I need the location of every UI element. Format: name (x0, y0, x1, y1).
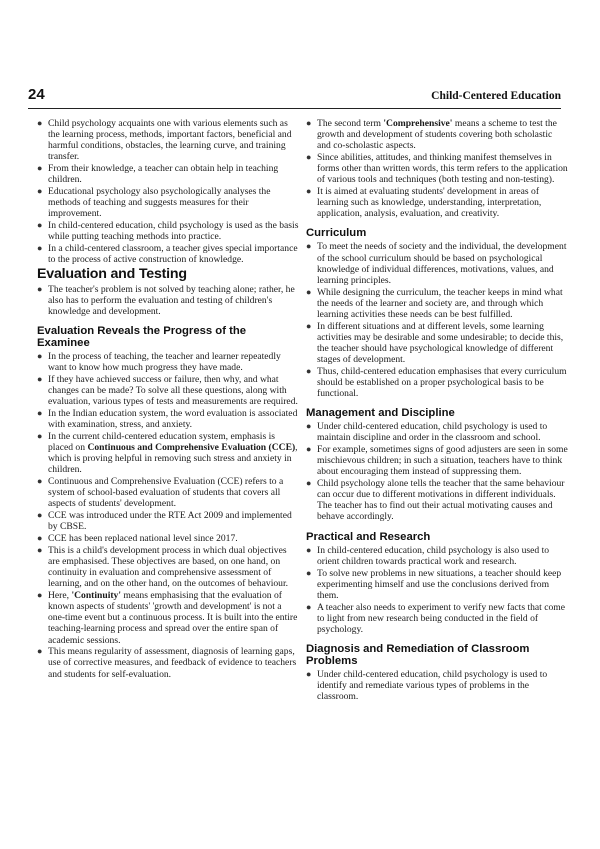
bullet-icon: ● (37, 186, 43, 197)
list-item: ● CCE was introduced under the RTE Act 2009 and implemented by CBSE. (37, 510, 292, 533)
bullet-icon: ● (306, 241, 312, 252)
page-number: 24 (28, 86, 45, 103)
list-item: ● In the Indian education system, the word evaluation is associated with examination, stress, and anxiety. (37, 407, 298, 430)
bullet-icon: ● (306, 152, 312, 163)
list-item: ● In different situations and at different levels, some learning activities may be desirable and some undesirable; to decide this, the teacher should have psychological knowledge of different stages of development. (306, 320, 564, 365)
bullet-icon: ● (306, 601, 312, 612)
list-item: ● This is a child's development process in which dual objectives are emphasised. These objectives are based, on one hand, on continuity in evaluation and comprehensive assessment of learning, and on the other hand, on the outcomes of behaviour. (37, 544, 289, 590)
bullet-icon: ● (306, 286, 312, 297)
list-item: ● In child-centered education, child psychology is also used to orient children towards practical work and research. (306, 544, 550, 567)
list-item: ● In the process of teaching, the teacher and learner repeatedly want to know how much progress they have made. (37, 350, 281, 373)
bullet-icon: ● (306, 567, 312, 578)
bullet-icon: ● (37, 544, 43, 555)
list-item: ● The second term 'Comprehensive' means a scheme to test the growth and development of students covering both scholastic and co-scholastic aspects. (306, 118, 557, 152)
intro-list (37, 118, 299, 265)
bullet-icon: ● (37, 243, 43, 254)
list-item: ● To meet the needs of society and the individual, the development of the school curriculum should be based on psychological knowledge of individual differences, motivations, values, and learning principles. (306, 241, 567, 286)
bullet-icon: ● (306, 421, 312, 432)
list-item: ● A teacher also needs to experiment to verify new facts that come to light from new research being conducted in the field of psychology. (306, 601, 566, 635)
practical-list (306, 545, 568, 635)
list-item: ● In the current child-centered education system, emphasis is placed on Continuous and Comprehensive Evaluation (CCE), which is proving helpful in removing such stress and anxiety in children. (37, 430, 298, 476)
bullet-icon: ● (37, 163, 43, 174)
list-item: ● For example, sometimes signs of good adjusters are seen in some mischievous children; in such a situation, teachers have to think about encouraging them instead of suppressing them. (306, 444, 568, 478)
bullet-icon: ● (37, 476, 43, 486)
bullet-icon: ● (306, 668, 312, 679)
bullet-icon: ● (37, 350, 43, 361)
running-title: Child-Centered Education (431, 90, 561, 102)
list-item: ● Child psychology acquaints one with various elements such as the learning process, methods, important factors, beneficial and harmful conditions, obstacles, the learning curve, and training transfer. (37, 118, 292, 163)
left-column (37, 118, 299, 680)
list-item: ● The teacher's problem is not solved by teaching alone; rather, he also has to perform the evaluation and testing of children's knowledge and development. (37, 283, 295, 317)
bullet-icon: ● (37, 646, 43, 657)
subheading-management: Management and Discipline (306, 407, 455, 420)
list-item: ● Here, 'Continuity' means emphasising that the evaluation of known aspects of students' 'growth and development' is not a one-time event but a continuous process. It is built into the entire teaching-learning process and spread over the entire span of academic sessions. (37, 590, 298, 646)
list-item: ● Under child-centered education, child psychology is used to identify and remediate various types of problems in the classroom. (306, 668, 548, 703)
bullet-icon: ● (306, 365, 312, 376)
list-item: ● CCE has been replaced national level since 2017. (37, 533, 238, 545)
bullet-icon: ● (306, 118, 312, 128)
bullet-icon: ● (37, 407, 43, 418)
management-list (306, 421, 568, 522)
list-item: ● From their knowledge, a teacher can obtain help in teaching children. (37, 163, 279, 186)
bullet-icon: ● (306, 320, 312, 331)
list-item: ● Since abilities, attitudes, and thinking manifest themselves in forms other than written words, this term refers to the application of various tools and techniques (both testing and non-testing). (306, 152, 568, 186)
right-column (306, 118, 568, 703)
bullet-icon: ● (37, 283, 43, 294)
list-item: ● Thus, child-centered education emphasises that every curriculum should be established on a proper psychological basis to be functional. (306, 365, 567, 400)
bullet-icon: ● (37, 510, 43, 521)
bullet-icon: ● (37, 220, 43, 231)
evaluation-list (37, 284, 299, 317)
list-item: ● In child-centered education, child psychology is used as the basis while putting teaching methods into practice. (37, 220, 299, 243)
list-item: ● Under child-centered education, child psychology is used to maintain discipline and order in the classroom and school. (306, 421, 548, 444)
bullet-icon: ● (306, 544, 312, 555)
section-heading-evaluation: Evaluation and Testing (37, 266, 187, 283)
bullet-icon: ● (37, 430, 43, 441)
bullet-icon: ● (37, 590, 43, 601)
page-header (28, 86, 561, 109)
bullet-icon: ● (37, 373, 43, 384)
curriculum-list (306, 241, 568, 399)
subheading-progress: Evaluation Reveals the Progress of the Examinee (37, 324, 247, 349)
list-item: ● While designing the curriculum, the teacher keeps in mind what the needs of the learner and society are, and through which learning activities these needs can be best fulfilled. (306, 286, 563, 320)
list-item: ● If they have achieved success or failure, then why, and what changes can be made? To solve all these questions, along with evaluation, various types of tests and measurements are required. (37, 373, 298, 407)
subheading-diagnosis: Diagnosis and Remediation of Classroom Problems (306, 642, 530, 667)
bullet-icon: ● (37, 533, 43, 544)
bullet-icon: ● (306, 444, 312, 455)
bullet-icon: ● (306, 186, 312, 197)
list-item: ● Continuous and Comprehensive Evaluation (CCE) refers to a system of school-based evaluation of students that covers all aspects of students' development. (37, 476, 284, 510)
comprehensive-list (306, 118, 568, 219)
list-item: ● It is aimed at evaluating students' development in areas of learning such as knowledge, understanding, interpretation, application, analysis, evaluation, and creativity. (306, 186, 542, 220)
list-item: ● Educational psychology also psychologically analyses the methods of teaching and suggests measures for their improvement. (37, 186, 271, 220)
subheading-curriculum: Curriculum (306, 227, 367, 240)
bullet-icon: ● (37, 118, 43, 128)
list-item: ● This means regularity of assessment, diagnosis of learning gaps, use of corrective measures, and feedback of evidence to teachers and students for self-evaluation. (37, 646, 297, 680)
list-item: ● Child psychology alone tells the teacher that the same behaviour can occur due to different motivations in different individuals. The teacher has to find out their actual motivating causes and behave accordingly. (306, 478, 565, 523)
list-item: ● To solve new problems in new situations, a teacher should keep experimenting himself and use the conclusions derived from them. (306, 567, 562, 601)
subheading-practical: Practical and Research (306, 530, 431, 543)
progress-list (37, 351, 299, 680)
bullet-icon: ● (306, 478, 312, 489)
list-item: ● In a child-centered classroom, a teacher gives special importance to the process of active construction of knowledge. (37, 243, 298, 266)
diagnosis-list (306, 669, 568, 702)
